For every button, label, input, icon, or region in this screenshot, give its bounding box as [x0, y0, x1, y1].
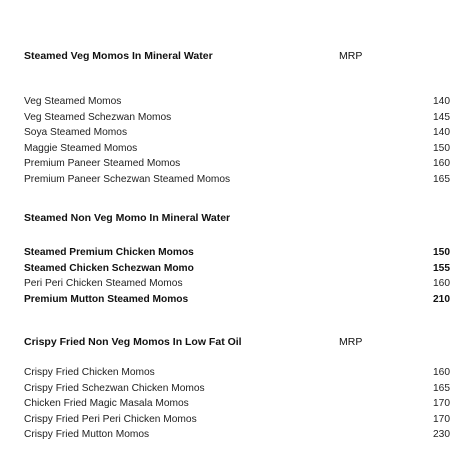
item-name: Maggie Steamed Momos: [24, 142, 138, 154]
item-price: 230: [433, 429, 450, 441]
item-name: Soya Steamed Momos: [24, 127, 128, 139]
item-price: 145: [433, 111, 450, 123]
item-price: 210: [433, 293, 450, 305]
section-title: Steamed Non Veg Momo In Mineral Water: [24, 212, 231, 224]
menu-item: [24, 292, 450, 308]
item-name: Veg Steamed Momos: [24, 96, 122, 107]
section-crispy-fried-non-veg: [24, 336, 450, 441]
item-price: 150: [433, 142, 450, 154]
mrp-label: MRP: [339, 50, 363, 62]
item-name: Veg Steamed Schezwan Momos: [24, 111, 172, 123]
item-list: [24, 245, 450, 307]
item-price: 170: [433, 413, 450, 425]
item-price: 155: [433, 262, 450, 274]
item-name: Steamed Chicken Schezwan Momo: [24, 262, 194, 274]
menu-item: [24, 276, 450, 292]
item-list: [24, 94, 450, 188]
menu-item: [24, 381, 450, 397]
menu-item: [24, 156, 450, 172]
section-steamed-non-veg: [24, 212, 450, 305]
item-price: 140: [433, 96, 450, 107]
section-title: Crispy Fried Non Veg Momos In Low Fat Oil: [24, 336, 242, 348]
item-name: Peri Peri Chicken Steamed Momos: [24, 278, 183, 290]
menu-item: [24, 110, 450, 126]
menu-item: [24, 412, 450, 428]
item-list: [24, 365, 450, 443]
item-price: 150: [433, 247, 450, 258]
menu-item: [24, 141, 450, 157]
section-header: [24, 212, 450, 228]
item-name: Crispy Fried Chicken Momos: [24, 367, 155, 378]
section-title: Steamed Veg Momos In Mineral Water: [24, 50, 213, 62]
mrp-label: MRP: [339, 336, 363, 348]
menu-item: [24, 172, 450, 188]
menu-item: [24, 261, 450, 277]
item-name: Crispy Fried Peri Peri Chicken Momos: [24, 413, 197, 425]
item-name: Crispy Fried Mutton Momos: [24, 429, 150, 441]
section-header: [24, 336, 450, 352]
menu-item: [24, 125, 450, 141]
item-name: Steamed Premium Chicken Momos: [24, 247, 194, 258]
item-name: Premium Mutton Steamed Momos: [24, 293, 189, 305]
item-price: 160: [433, 278, 450, 290]
menu-item: [24, 245, 450, 261]
menu-item: [24, 427, 450, 443]
item-price: 165: [433, 173, 450, 185]
item-name: Premium Paneer Steamed Momos: [24, 158, 181, 170]
section-steamed-veg: [24, 50, 450, 185]
section-header: [24, 50, 450, 66]
item-price: 160: [433, 158, 450, 170]
menu-item: [24, 396, 450, 412]
item-price: 140: [433, 127, 450, 139]
item-price: 170: [433, 398, 450, 410]
item-name: Crispy Fried Schezwan Chicken Momos: [24, 382, 205, 394]
item-price: 160: [433, 367, 450, 378]
menu-item: [24, 365, 450, 381]
item-price: 165: [433, 382, 450, 394]
item-name: Premium Paneer Schezwan Steamed Momos: [24, 173, 231, 185]
menu-item: [24, 94, 450, 110]
item-name: Chicken Fried Magic Masala Momos: [24, 398, 189, 410]
